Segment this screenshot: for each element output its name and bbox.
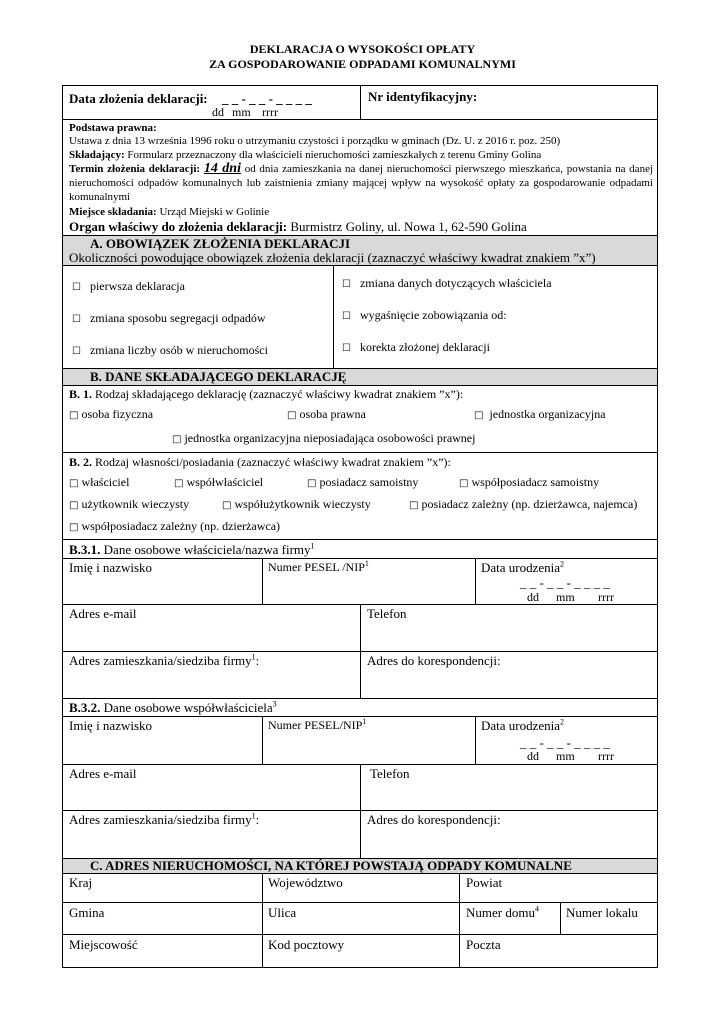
a-option-owner-change[interactable] (342, 277, 552, 291)
b31-birth-dd: dd (527, 590, 539, 604)
organ-text: Burmistrz Goliny, ul. Nowa 1, 62-590 Golina (290, 219, 527, 234)
checkbox-icon[interactable]: □ (69, 522, 79, 533)
checkbox-icon[interactable]: □ (222, 500, 232, 511)
a-option-correction-label: korekta złożonej deklaracji (359, 340, 490, 354)
a-option-expiry[interactable] (342, 309, 507, 323)
checkbox-icon[interactable]: □ (69, 410, 79, 421)
b2-option-dependent[interactable] (409, 498, 637, 512)
b2-option-possessor[interactable] (307, 476, 418, 490)
c-commune-field[interactable]: Gmina (69, 905, 105, 920)
organ-line (69, 220, 527, 233)
b1-label: B. 1. (69, 387, 93, 401)
b32-num: B.3.2. (69, 700, 101, 715)
b1-option-org[interactable] (474, 408, 606, 422)
b2-option-perpetual[interactable] (69, 498, 189, 512)
checkbox-icon[interactable]: □ (69, 500, 79, 511)
b32-phone-field[interactable]: Telefon (370, 766, 410, 781)
b2-option-owner-label: właściciel (81, 475, 130, 489)
b2-option-copossessor[interactable] (459, 476, 599, 490)
c-house-field[interactable]: Numer domu$^4$ (466, 904, 539, 920)
b31-email-field[interactable]: Adres e-mail (69, 606, 137, 621)
b31-name-field[interactable]: Imię i nazwisko (69, 560, 153, 575)
date-dd: dd (212, 105, 224, 119)
b31-title: Dane osobowe właściciela/nazwa firmy (103, 542, 311, 557)
checkbox-icon[interactable]: □ (174, 478, 184, 489)
b32-address-field[interactable]: Adres zamieszkania/siedziba firmy$^1$: (69, 811, 260, 827)
section-a-subtitle: Okoliczności powodujące obowiązek złożenia deklaracji (zaznaczyć właściwy kwadrat znakiem ”x”) (69, 250, 596, 265)
b31-address-field[interactable]: Adres zamieszkania/siedziba firmy$^1$: (69, 652, 260, 668)
section-b-title: B. DANE SKŁADAJĄCEGO DEKLARACJĘ (90, 369, 347, 384)
deadline-para (69, 162, 653, 204)
b2-option-perpetual-label: użytkownik wieczysty (81, 497, 190, 511)
b32-birth-mask[interactable]: _ _ - _ _ - _ _ _ _ (520, 735, 610, 750)
b31-phone-field[interactable]: Telefon (367, 606, 407, 621)
checkbox-icon[interactable]: □ (474, 410, 484, 421)
checkbox-icon[interactable]: ☐ (72, 346, 81, 357)
form-title-line1: DEKLARACJA O WYSOKOŚCI OPŁATY (249, 42, 476, 56)
basis-text: Ustawa z dnia 13 września 1996 roku o utrzymaniu czystości i porządku w gminach (Dz. U. z 2016 r. poz. 250) (69, 135, 561, 147)
b2-option-coperpetual-label: współużytkownik wieczysty (234, 497, 371, 511)
deadline-text: od dnia zamieszkania na danej nieruchomości pierwszego mieszkańca, powstania na danej nieruchomości odpadów komunalnych lub zaistnienia zmiany mającej wpływ na wysokość opłaty za gospodarowanie odpadami komunalnymi (69, 163, 654, 203)
b1-option-org-nonlegal[interactable] (172, 432, 475, 446)
checkbox-icon[interactable]: □ (307, 478, 317, 489)
checkbox-icon[interactable]: □ (69, 478, 79, 489)
b1-option-natural-label: osoba fizyczna (81, 407, 154, 421)
b2-heading (69, 456, 451, 469)
b32-title: Dane osobowe współwłaściciela (103, 700, 273, 715)
checkbox-icon[interactable]: ☐ (72, 314, 81, 325)
b2-label: B. 2. (69, 455, 93, 469)
b2-text: Rodzaj własności/posiadania (zaznaczyć właściwy kwadrat znakiem ”x”): (95, 455, 451, 469)
b1-text: Rodzaj składającego deklarację (zaznaczyć właściwy kwadrat znakiem ”x”): (95, 387, 464, 401)
b31-num: B.3.1. (69, 542, 101, 557)
b1-option-org-nonlegal-label: jednostka organizacyjna nieposiadająca osobowości prawnej (184, 431, 476, 445)
c-postcode-field[interactable]: Kod pocztowy (268, 937, 345, 952)
b32-name-field[interactable]: Imię i nazwisko (69, 718, 153, 733)
place-line (69, 206, 269, 219)
a-option-first-label: pierwsza deklaracja (89, 279, 185, 293)
a-option-persons[interactable] (72, 344, 268, 358)
a-option-persons-label: zmiana liczby osób w nieruchomości (89, 343, 268, 357)
deadline-label: Termin złożenia deklaracji: (69, 163, 201, 175)
a-option-expiry-label: wygaśnięcie zobowiązania od: (359, 308, 507, 322)
b32-birth-field[interactable]: Data urodzenia$^2$ (481, 717, 565, 733)
b2-option-codependent[interactable] (69, 520, 280, 534)
checkbox-icon[interactable]: □ (459, 478, 469, 489)
c-voivodeship-field[interactable]: Województwo (268, 875, 343, 890)
b2-option-copossessor-label: współposiadacz samoistny (471, 475, 600, 489)
date-rrrr: rrrr (262, 105, 278, 119)
id-label: Nr identyfikacyjny: (368, 89, 478, 104)
b32-birth-dd: dd (527, 749, 539, 763)
filer-text: Formularz przeznaczony dla właścicieli nieruchomości zamieszkałych z terenu Gminy Golina (127, 149, 542, 161)
section-a-title: A. OBOWIĄZEK ZŁOŻENIA DEKLARACJI (90, 236, 351, 251)
date-label: Data złożenia deklaracji: (69, 91, 208, 106)
b32-pesel-field[interactable]: Numer PESEL/NIP$^1$ (268, 717, 367, 732)
b32-heading: B.3.2. Dane osobowe współwłaściciela$^3$ (69, 699, 277, 715)
b1-option-org-label: jednostka organizacyjna (489, 407, 606, 421)
b31-heading: B.3.1. Dane osobowe właściciela/nazwa firmy$^1$ (69, 541, 315, 557)
place-label: Miejsce składania: (69, 206, 157, 218)
b2-option-possessor-label: posiadacz samoistny (319, 475, 419, 489)
c-post-field[interactable]: Poczta (466, 937, 501, 952)
b31-birth-rrrr: rrrr (598, 590, 614, 604)
c-town-field[interactable]: Miejscowość (69, 937, 138, 952)
c-county-field[interactable]: Powiat (466, 875, 503, 890)
checkbox-icon[interactable]: ☐ (342, 311, 351, 322)
a-option-segregation-label: zmiana sposobu segregacji odpadów (89, 311, 266, 325)
b1-heading (69, 388, 463, 401)
form-title-line2: ZA GOSPODAROWANIE ODPADAMI KOMUNALNYMI (209, 57, 516, 71)
filer-line (69, 149, 653, 162)
checkbox-icon[interactable]: ☐ (342, 343, 351, 354)
b2-option-coowner-label: współwłaściciel (186, 475, 264, 489)
date-mm: mm (232, 105, 251, 119)
b32-email-field[interactable]: Adres e-mail (69, 766, 137, 781)
date-mask[interactable]: _ _ - _ _ - _ _ _ _ (222, 91, 312, 106)
b32-birth-mm: mm (556, 749, 575, 763)
c-street-field[interactable]: Ulica (268, 905, 297, 920)
filer-label: Składający: (69, 149, 125, 161)
checkbox-icon[interactable]: □ (172, 434, 182, 445)
deadline-days: 14 dni (203, 161, 241, 176)
a-option-first[interactable] (72, 280, 185, 294)
checkbox-icon[interactable]: ☐ (72, 282, 81, 293)
place-text: Urząd Miejski w Golinie (159, 206, 270, 218)
b2-option-dependent-label: posiadacz zależny (np. dzierżawca, najemca) (421, 497, 638, 511)
c-flat-field[interactable]: Numer lokalu (566, 905, 638, 920)
checkbox-icon[interactable]: ☐ (342, 279, 351, 290)
c-country-field[interactable]: Kraj (69, 875, 93, 890)
a-option-correction[interactable] (342, 341, 490, 355)
checkbox-icon[interactable]: □ (287, 410, 297, 421)
section-c-title: C. ADRES NIERUCHOMOŚCI, NA KTÓREJ POWSTAJĄ ODPADY KOMUNALNE (90, 858, 572, 873)
b31-pesel-field[interactable]: Numer PESEL /NIP$^1$ (268, 559, 369, 574)
organ-label: Organ właściwy do złożenia deklaracji: (69, 219, 288, 234)
b1-option-legal[interactable] (287, 408, 366, 422)
b2-option-codependent-label: współposiadacz zależny (np. dzierżawca) (81, 519, 281, 533)
b31-birth-mm: mm (556, 590, 575, 604)
b32-birth-rrrr: rrrr (598, 749, 614, 763)
b2-option-owner[interactable] (69, 476, 129, 490)
b31-corr-field[interactable]: Adres do korespondencji: (367, 653, 501, 668)
b2-option-coperpetual[interactable] (222, 498, 371, 512)
a-option-owner-change-label: zmiana danych dotyczących właściciela (359, 276, 552, 290)
basis-label: Podstawa prawna: (69, 122, 157, 134)
b2-option-coowner[interactable] (174, 476, 263, 490)
b1-option-natural[interactable] (69, 408, 153, 422)
b31-birth-field[interactable]: Data urodzenia$^2$ (481, 559, 565, 575)
b32-corr-field[interactable]: Adres do korespondencji: (367, 812, 501, 827)
b31-birth-mask[interactable]: _ _ - _ _ - _ _ _ _ (520, 575, 610, 590)
a-option-segregation[interactable] (72, 312, 266, 326)
checkbox-icon[interactable]: □ (409, 500, 419, 511)
b1-option-legal-label: osoba prawna (299, 407, 366, 421)
